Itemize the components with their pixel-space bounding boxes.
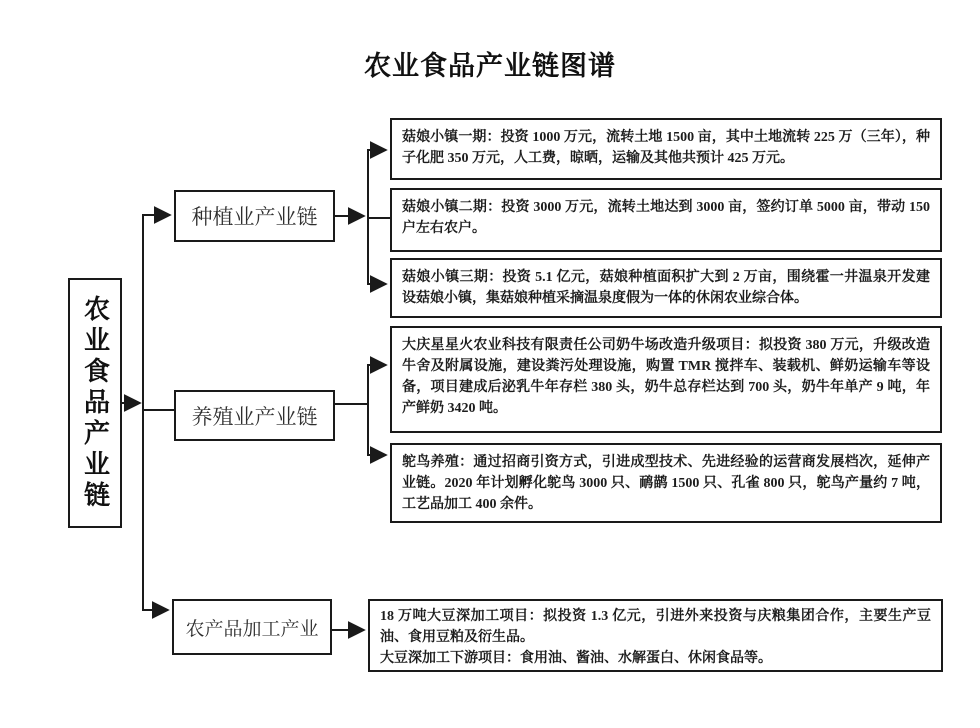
detail-box-guniang-phase3: [390, 258, 942, 318]
node-root: [68, 278, 122, 528]
detail-text: 大庆星星火农业科技有限责任公司奶牛场改造升级项目：拟投资 380 万元，升级改造牛舍及附属设施，建设粪污处理设施，购置 TMR 搅拌车、装载机、鲜奶运输车等设备，项目建成后泌乳牛年存栏 380 头，奶牛总存栏达到 700 头，奶牛年单产 9 吨，年产鲜奶 3420 吨。: [402, 338, 930, 416]
detail-box-guniang-phase1: [390, 118, 942, 180]
detail-box-ostrich-breeding: [390, 443, 942, 523]
detail-text: 18 万吨大豆深加工项目：拟投资 1.3 亿元，引进外来投资与庆粮集团合作，主要生产豆油、食用豆粕及衍生品。: [380, 609, 931, 645]
detail-text: 菇娘小镇三期：投资 5.1 亿元，菇娘种植面积扩大到 2 万亩，围绕霍一井温泉开发建设菇娘小镇，集菇娘种植采摘温泉度假为一体的休闲农业综合体。: [402, 270, 930, 306]
node-planting-label: 种植业产业链: [191, 205, 318, 229]
node-planting-chain: [174, 190, 335, 242]
node-breeding-label: 养殖业产业链: [191, 404, 318, 429]
node-breeding-chain: [174, 390, 335, 441]
node-processing-label: 农产品加工产业: [185, 618, 319, 640]
detail-box-guniang-phase2: [390, 188, 942, 252]
detail-text: 菇娘小镇二期：投资 3000 万元，流转土地达到 3000 亩，签约订单 5000 亩，带动 150 户左右农户。: [402, 200, 930, 236]
node-root-label: 农业食品产业链: [80, 294, 110, 512]
node-processing-chain: [172, 599, 332, 655]
diagram-title: 农业食品产业链图谱: [364, 51, 616, 81]
detail-text: 鸵鸟养殖：通过招商引资方式，引进成型技术、先进经验的运营商发展档次，延伸产业链。2020 年计划孵化鸵鸟 3000 只、鸸鹋 1500 只、孔雀 800 只，鸵鸟产量约 7 吨，工艺品加工 400 余件。: [402, 455, 930, 512]
detail-text-2: 大豆深加工下游项目：食用油、酱油、水解蛋白、休闲食品等。: [380, 651, 772, 666]
detail-box-soybean-processing: [368, 599, 943, 672]
detail-text: 菇娘小镇一期：投资 1000 万元，流转土地 1500 亩，其中土地流转 225 万（三年），种子化肥 350 万元，人工费，晾晒，运输及其他共预计 425 万元。: [402, 130, 930, 166]
detail-box-dairy-farm: [390, 326, 942, 433]
